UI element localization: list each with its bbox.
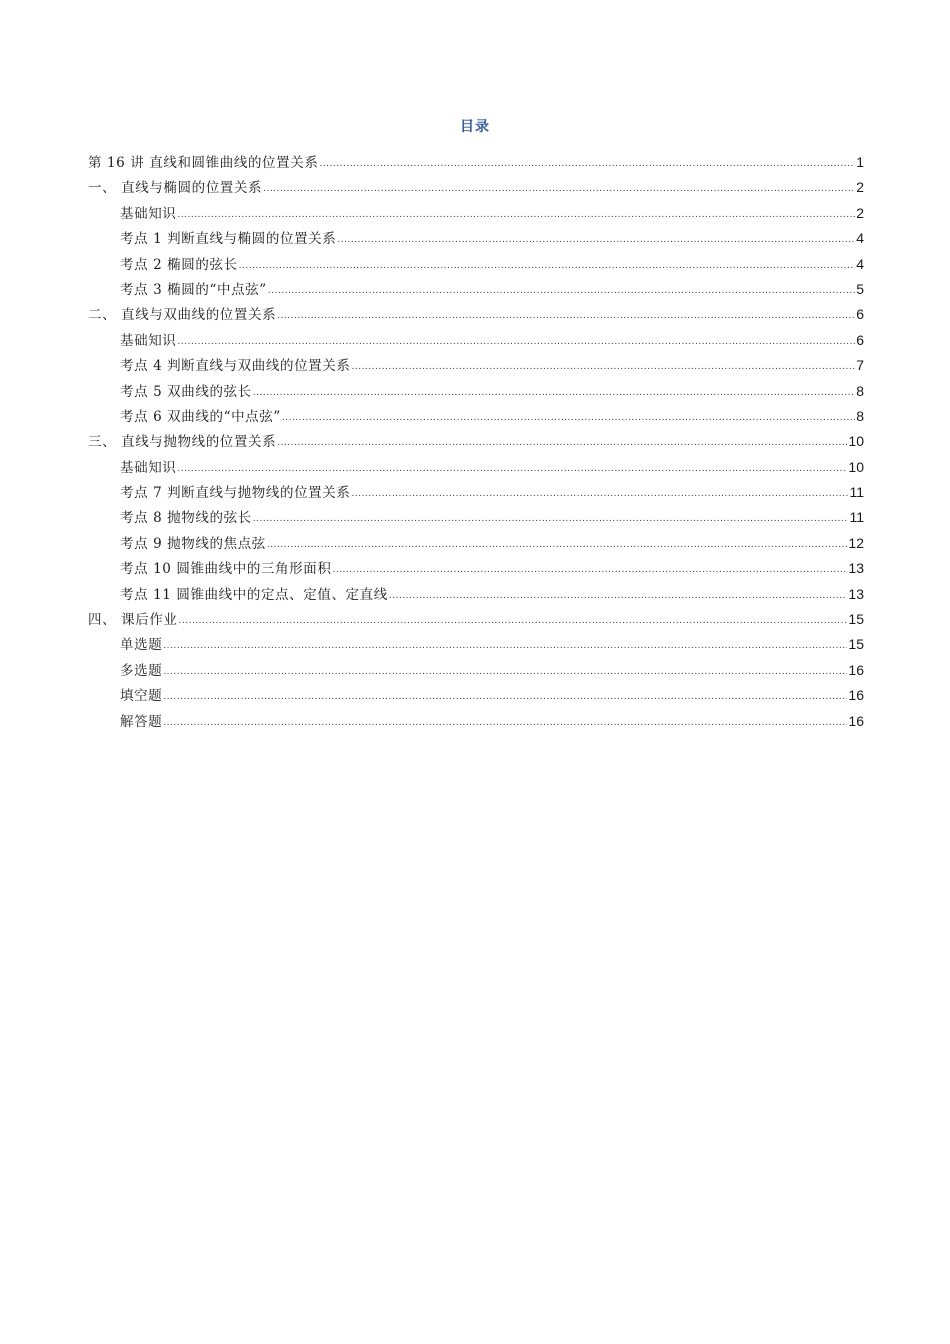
dot-leader bbox=[332, 558, 847, 583]
toc-entry[interactable] bbox=[88, 709, 864, 734]
toc-entry-page: 10 bbox=[848, 433, 864, 450]
toc-entry[interactable] bbox=[88, 379, 864, 404]
toc-entry[interactable] bbox=[88, 505, 864, 530]
toc-entry[interactable] bbox=[88, 480, 864, 505]
toc-entry[interactable] bbox=[88, 404, 864, 429]
toc-entry-label: 基础知识 bbox=[120, 459, 177, 476]
toc-entry[interactable] bbox=[88, 683, 864, 708]
toc-entry-page: 8 bbox=[856, 382, 864, 399]
toc-entry-label: 四、 课后作业 bbox=[88, 612, 178, 629]
dot-leader bbox=[267, 533, 848, 558]
toc-entry[interactable] bbox=[88, 353, 864, 378]
toc-entry-label: 考点 2 椭圆的弦长 bbox=[120, 256, 238, 273]
toc-entry-page: 15 bbox=[848, 611, 864, 628]
toc-entry-label: 考点 7 判断直线与抛物线的位置关系 bbox=[120, 485, 351, 502]
toc-entry-page: 1 bbox=[856, 154, 864, 170]
toc-entry-page: 6 bbox=[856, 331, 864, 348]
toc-entry-page: 2 bbox=[856, 179, 864, 196]
dot-leader bbox=[177, 330, 855, 355]
dot-leader bbox=[277, 304, 855, 329]
dot-leader bbox=[239, 254, 856, 279]
dot-leader bbox=[253, 381, 855, 406]
toc-entry-label: 二、 直线与双曲线的位置关系 bbox=[88, 307, 277, 324]
toc-entry-page: 13 bbox=[848, 560, 864, 577]
toc-entry[interactable] bbox=[88, 582, 864, 607]
dot-leader bbox=[337, 228, 855, 253]
toc-entry-page: 4 bbox=[856, 255, 864, 272]
toc-entry-label: 单选题 bbox=[120, 637, 163, 654]
toc-entry-page: 16 bbox=[848, 661, 864, 678]
toc-entry[interactable] bbox=[88, 531, 864, 556]
dot-leader bbox=[177, 457, 847, 482]
toc-entry[interactable] bbox=[88, 632, 864, 657]
dot-leader bbox=[179, 609, 848, 634]
dot-leader bbox=[351, 482, 848, 507]
dot-leader bbox=[163, 711, 847, 736]
toc-entry-page: 2 bbox=[856, 204, 864, 221]
toc-entry[interactable] bbox=[88, 658, 864, 683]
dot-leader bbox=[319, 152, 855, 177]
toc-entry[interactable] bbox=[88, 201, 864, 226]
toc-entry-label: 考点 9 抛物线的焦点弦 bbox=[120, 535, 266, 552]
toc-entry[interactable] bbox=[88, 302, 864, 327]
toc-entry[interactable] bbox=[88, 226, 864, 251]
toc-entry-page: 10 bbox=[848, 458, 864, 475]
toc-entry[interactable] bbox=[88, 556, 864, 581]
toc-entry[interactable] bbox=[88, 455, 864, 480]
dot-leader bbox=[177, 203, 855, 228]
dot-leader bbox=[163, 685, 847, 710]
dot-leader bbox=[263, 177, 855, 202]
dot-leader bbox=[163, 634, 847, 659]
toc-entry-label: 考点 5 双曲线的弦长 bbox=[120, 383, 252, 400]
toc-entry-page: 12 bbox=[848, 534, 864, 551]
toc-entry-page: 5 bbox=[856, 280, 864, 297]
toc-entry-label: 考点 8 抛物线的弦长 bbox=[120, 510, 252, 527]
toc-entry[interactable] bbox=[88, 175, 864, 200]
dot-leader bbox=[163, 660, 847, 685]
toc-entry[interactable] bbox=[88, 150, 864, 175]
toc-entry-label: 考点 6 双曲线的“中点弦” bbox=[120, 408, 281, 425]
toc-list bbox=[88, 150, 864, 734]
toc-entry[interactable] bbox=[88, 252, 864, 277]
toc-title: 目录 bbox=[460, 119, 490, 135]
dot-leader bbox=[253, 507, 849, 532]
toc-entry-page: 16 bbox=[848, 712, 864, 729]
toc-entry-label: 填空题 bbox=[120, 688, 163, 705]
toc-entry[interactable] bbox=[88, 277, 864, 302]
toc-entry-page: 7 bbox=[856, 357, 864, 374]
dot-leader bbox=[282, 406, 855, 431]
toc-entry-page: 8 bbox=[856, 407, 864, 424]
toc-entry-label: 考点 3 椭圆的“中点弦” bbox=[120, 281, 267, 298]
toc-entry-page: 13 bbox=[848, 585, 864, 602]
toc-entry-label: 一、 直线与椭圆的位置关系 bbox=[88, 180, 263, 197]
toc-entry[interactable] bbox=[88, 607, 864, 632]
toc-entry-label: 考点 1 判断直线与椭圆的位置关系 bbox=[120, 231, 337, 248]
toc-entry-label: 第 16 讲 直线和圆锥曲线的位置关系 bbox=[88, 155, 319, 171]
toc-entry-label: 考点 11 圆锥曲线中的定点、定值、定直线 bbox=[120, 586, 388, 603]
toc-entry[interactable] bbox=[88, 328, 864, 353]
toc-entry-page: 6 bbox=[856, 306, 864, 323]
toc-entry-page: 11 bbox=[849, 484, 864, 501]
toc-entry-label: 考点 4 判断直线与双曲线的位置关系 bbox=[120, 358, 351, 375]
toc-entry-label: 解答题 bbox=[120, 713, 163, 730]
dot-leader bbox=[277, 431, 847, 456]
toc-entry-page: 11 bbox=[849, 509, 864, 526]
toc-entry-page: 16 bbox=[848, 687, 864, 704]
toc-entry-label: 考点 10 圆锥曲线中的三角形面积 bbox=[120, 561, 332, 578]
dot-leader bbox=[268, 279, 855, 304]
dot-leader bbox=[389, 584, 848, 609]
toc-entry-page: 4 bbox=[856, 230, 864, 247]
toc-entry-page: 15 bbox=[848, 636, 864, 653]
dot-leader bbox=[351, 355, 855, 380]
toc-entry-label: 多选题 bbox=[120, 662, 163, 679]
toc-entry[interactable] bbox=[88, 429, 864, 454]
toc-entry-label: 三、 直线与抛物线的位置关系 bbox=[88, 434, 277, 451]
toc-entry-label: 基础知识 bbox=[120, 332, 177, 349]
toc-entry-label: 基础知识 bbox=[120, 205, 177, 222]
